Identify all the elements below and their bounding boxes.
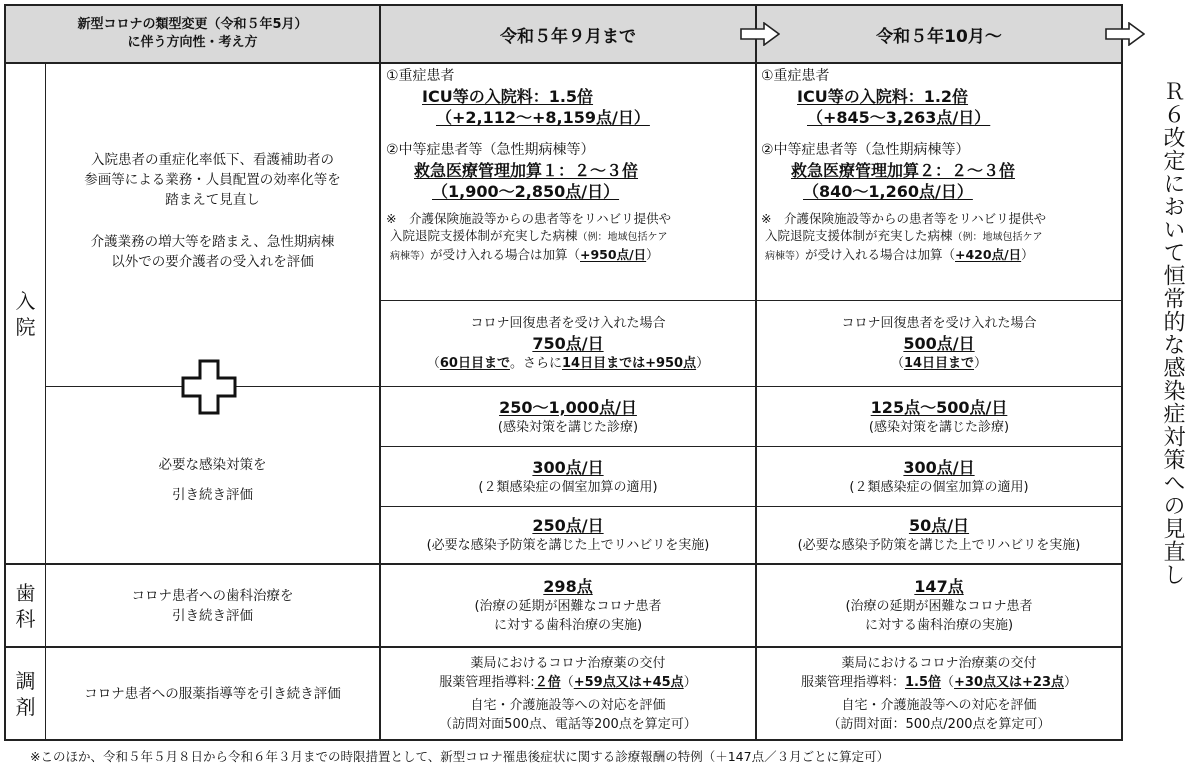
r5-col1 bbox=[381, 507, 755, 563]
header-left-line2: に伴う方向性・考え方 bbox=[127, 35, 258, 50]
r1c2-l5: 救急医療管理加算２：２～３倍 bbox=[791, 161, 1016, 180]
chozai-c2-l4: （訪問対面：500点/200点を算定可） bbox=[827, 716, 1051, 732]
category-shika-label: 歯科 bbox=[15, 580, 36, 631]
r1c2-l3: （+845～3,263点/日） bbox=[807, 108, 991, 127]
r4c1-l2: (２類感染症の個室加算の適用) bbox=[478, 479, 658, 495]
chozai-c1-l3: 自宅・介護施設等への対応を評価 bbox=[470, 697, 666, 713]
nyuin-left-p3-2: 引き続き評価 bbox=[172, 487, 253, 503]
shika-col2 bbox=[757, 565, 1121, 646]
r4c2-l1: 300点/日 bbox=[903, 457, 975, 477]
nyuin-left-upper bbox=[46, 150, 379, 272]
chozai-col1 bbox=[381, 648, 755, 739]
chozai-c1-l2d: +59点又は+45点 bbox=[573, 674, 684, 690]
chozai-c2-l2a: 服薬管理指導料： bbox=[800, 674, 905, 690]
r1-col1 bbox=[386, 66, 754, 298]
r2c1-l3c: 。さらに bbox=[509, 356, 562, 371]
chozai-c2-l2b: 1.5倍 bbox=[904, 674, 942, 690]
header-left bbox=[6, 6, 379, 62]
r4-col1 bbox=[381, 447, 755, 506]
r3c1-l2: (感染対策を講じた診療) bbox=[497, 419, 639, 435]
r2c2-l3b: 14日目まで bbox=[903, 356, 975, 371]
r1c1-l4: ②中等症患者等（急性期病棟等） bbox=[386, 142, 595, 158]
r1c1-l2: ICU等の入院料：1.5倍 bbox=[422, 87, 594, 106]
category-chozai bbox=[6, 648, 45, 739]
r3c2-l2: (感染対策を講じた診療) bbox=[868, 419, 1010, 435]
r1c1-l6: （1,900～2,850点/日） bbox=[432, 182, 620, 201]
shika-left-2: 引き続き評価 bbox=[172, 607, 253, 624]
nyuin-left-p1-1: 入院患者の重症化率低下、看護補助者の bbox=[91, 152, 334, 168]
r1c1-note2b: （例：地域包括ケア bbox=[577, 232, 668, 243]
shika-c2-l1: 147点 bbox=[914, 577, 964, 596]
chozai-c1-l2c: （ bbox=[560, 674, 574, 690]
r2c2-l1: コロナ回復患者を受け入れた場合 bbox=[841, 316, 1037, 331]
r5c1-l1: 250点/日 bbox=[532, 516, 604, 535]
r1c1-l5: 救急医療管理加算１：２～３倍 bbox=[414, 161, 639, 180]
r5c2-l2: (必要な感染予防策を講じた上でリハビリを実施) bbox=[797, 538, 1081, 553]
r2c1-l3d: 14日目までは+950点 bbox=[561, 356, 697, 371]
r2c2-l3a: （ bbox=[890, 356, 904, 371]
r3c1-l1: 250～1,000点/日 bbox=[499, 397, 637, 417]
shika-c1-l3: に対する歯科治療の実施) bbox=[493, 618, 643, 633]
r1c1-note1: ※ 介護保険施設等からの患者等をリハビリ提供や bbox=[386, 211, 672, 226]
r2c1-l3a: （ bbox=[426, 356, 440, 371]
r1-col2 bbox=[761, 66, 1119, 298]
shika-c1-l1: 298点 bbox=[543, 577, 593, 596]
r1c2-note2a: 入院退院支援体制が充実した病棟 bbox=[765, 228, 953, 243]
header-col2-title: 令和５年10月～ bbox=[876, 26, 1002, 47]
r1c1-note3d: ） bbox=[646, 247, 659, 262]
chozai-c2-l3: 自宅・介護施設等への対応を評価 bbox=[841, 697, 1037, 713]
shika-left bbox=[46, 565, 379, 646]
r2-col1 bbox=[381, 301, 755, 386]
chozai-c1-l2a: 服薬管理指導料: bbox=[439, 674, 535, 690]
r1c1-note3c: +950点/日 bbox=[580, 247, 647, 262]
r1c1-l3: （+2,112～+8,159点/日） bbox=[436, 108, 650, 127]
plus-icon bbox=[181, 359, 237, 415]
r2c1-l2: 750点/日 bbox=[532, 334, 604, 353]
nyuin-left-p3-1: 必要な感染対策を bbox=[158, 457, 267, 473]
chozai-c1-l2b: ２倍 bbox=[534, 674, 561, 690]
r1c1-note3b: が受け入れる場合は加算（ bbox=[430, 247, 581, 262]
category-chozai-label: 調剤 bbox=[15, 668, 36, 719]
category-nyuin-label: 入院 bbox=[15, 288, 36, 339]
chozai-col2 bbox=[757, 648, 1121, 739]
chozai-c2-l2d: +30点又は+23点 bbox=[954, 674, 1064, 690]
category-nyuin bbox=[6, 64, 45, 563]
r1c1-l1: ①重症患者 bbox=[386, 68, 455, 84]
r1c2-l6: （840～1,260点/日） bbox=[803, 182, 973, 201]
side-note-vertical: Ｒ６改定において恒常的な感染症対策への見直し bbox=[1160, 80, 1185, 586]
category-shika bbox=[6, 565, 45, 646]
r1c2-note3c: +420点/日 bbox=[955, 247, 1022, 262]
r3c2-l1: 125点～500点/日 bbox=[870, 397, 1008, 417]
header-col2 bbox=[757, 6, 1121, 62]
nyuin-left-p2-2: 以外での要介護者の受入れを評価 bbox=[111, 254, 314, 270]
r3-col2 bbox=[757, 387, 1121, 446]
r1c1-note3a: 病棟等） bbox=[390, 251, 430, 262]
chozai-c1-l1: 薬局におけるコロナ治療薬の交付 bbox=[470, 655, 666, 671]
r1c1-note2a: 入院退院支援体制が充実した病棟 bbox=[390, 228, 578, 243]
nyuin-left-p1-3: 踏まえて見直し bbox=[165, 192, 260, 208]
shika-c1-l2: (治療の延期が困難なコロナ患者 bbox=[474, 599, 662, 614]
chozai-left-text: コロナ患者への服薬指導等を引き続き評価 bbox=[84, 685, 341, 702]
shika-c2-l3: に対する歯科治療の実施) bbox=[864, 618, 1014, 633]
chozai-c1-l4: （訪問対面500点、電話等200点を算定可） bbox=[439, 716, 697, 732]
r1c2-l4: ②中等症患者等（急性期病棟等） bbox=[761, 142, 970, 158]
header-col1-title: 令和５年９月まで bbox=[500, 26, 636, 47]
shika-c2-l2: (治療の延期が困難なコロナ患者 bbox=[845, 599, 1033, 614]
r1c2-note1: ※ 介護保険施設等からの患者等をリハビリ提供や bbox=[761, 211, 1047, 226]
r5c1-l2: (必要な感染予防策を講じた上でリハビリを実施) bbox=[426, 538, 710, 553]
r1c2-note3a: 病棟等） bbox=[765, 251, 805, 262]
chozai-c2-l2c: （ bbox=[941, 674, 955, 690]
r5c2-l1: 50点/日 bbox=[908, 516, 970, 535]
shika-left-1: コロナ患者への歯科治療を bbox=[131, 587, 294, 604]
r3-col1 bbox=[381, 387, 755, 446]
chozai-c1-l2e: ） bbox=[683, 674, 697, 690]
chozai-left bbox=[46, 648, 379, 739]
header-left-line1: 新型コロナの類型変更（令和５年5月） bbox=[77, 17, 308, 32]
r2c2-l2: 500点/日 bbox=[903, 334, 975, 353]
r1c2-l1: ①重症患者 bbox=[761, 68, 830, 84]
shika-col1 bbox=[381, 565, 755, 646]
r4-col2 bbox=[757, 447, 1121, 506]
r2c2-l3e: ） bbox=[974, 356, 988, 371]
r1c2-note2b: （例：地域包括ケア bbox=[952, 232, 1043, 243]
r4c2-l2: (２類感染症の個室加算の適用) bbox=[849, 479, 1029, 495]
chozai-c2-l2e: ） bbox=[1064, 674, 1078, 690]
r1c2-note3d: ） bbox=[1021, 247, 1034, 262]
header-col1 bbox=[381, 6, 755, 62]
r1c2-l2: ICU等の入院料：1.2倍 bbox=[797, 87, 969, 106]
nyuin-left-p1-2: 参画等による業務・人員配置の効率化等を bbox=[84, 172, 341, 188]
footnote: ※このほか、令和５年５月８日から令和６年３月までの時限措置として、新型コロナ罹患後症状に関する診療報酬の特例（＋147点／３月ごとに算定可） bbox=[30, 749, 890, 764]
r2c1-l3e: ） bbox=[696, 356, 710, 371]
chozai-c2-l1: 薬局におけるコロナ治療薬の交付 bbox=[841, 655, 1037, 671]
nyuin-left-lower bbox=[46, 440, 379, 520]
r1c2-note3b: が受け入れる場合は加算（ bbox=[805, 247, 956, 262]
r4c1-l1: 300点/日 bbox=[532, 457, 604, 477]
nyuin-left-p2-1: 介護業務の増大等を踏まえ、急性期病棟 bbox=[90, 234, 335, 250]
r5-col2 bbox=[757, 507, 1121, 563]
r2-col2 bbox=[757, 301, 1121, 386]
r2c1-l1: コロナ回復患者を受け入れた場合 bbox=[470, 316, 666, 331]
r2c1-l3b: 60日目まで bbox=[439, 356, 510, 371]
